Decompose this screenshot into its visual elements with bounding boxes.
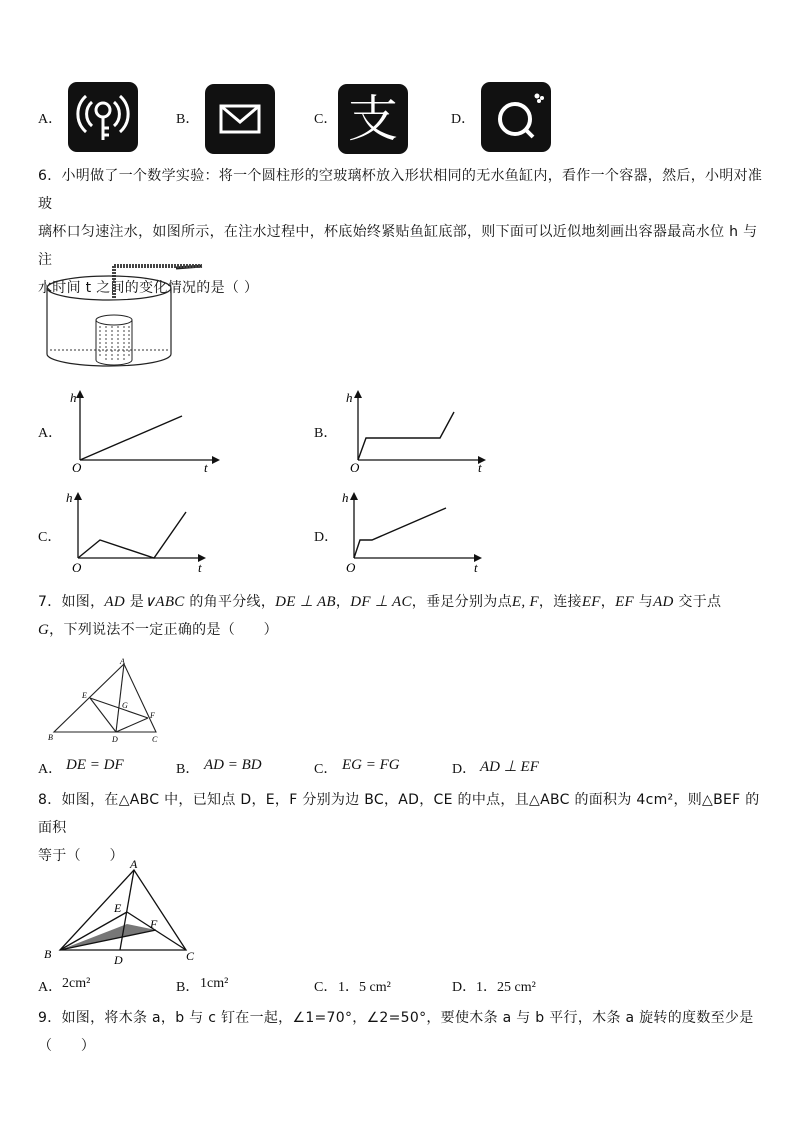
- q7-fig-f: F: [150, 711, 155, 720]
- q6-graph-a-letter: A．: [38, 426, 63, 441]
- q8-fig-e: E: [114, 901, 122, 915]
- q8-fig-c: C: [186, 949, 195, 963]
- q7-opt-b-letter: B．: [176, 762, 200, 777]
- graph-c-ylabel: h: [66, 490, 73, 505]
- graph-d-ylabel: h: [342, 490, 349, 505]
- q8-opt-b-letter: B．: [176, 980, 200, 995]
- q7-t1: 是: [125, 594, 145, 610]
- q6-graph-b: [340, 388, 500, 476]
- wifi-key-icon: [68, 82, 138, 152]
- q-search-icon: [481, 82, 551, 152]
- graph-a-ylabel: h: [70, 390, 77, 405]
- q7-text: [38, 588, 768, 644]
- q7-df: DF ⊥ AC: [350, 594, 412, 610]
- q7-t9: ，下列说法不一定正确的是（ ）: [49, 622, 278, 638]
- q6-line-1: 6．小明做了一个数学实验：将一个圆柱形的空玻璃杯放入形状相同的无水鱼缸内，看作一个容器，然后，小明对准玻: [38, 168, 763, 212]
- q7-abc: ∨ABC: [144, 594, 185, 610]
- q8-opt-a-text: 2cm²: [62, 976, 91, 991]
- q7-line-1: [38, 588, 768, 616]
- q7-fig-b: B: [48, 733, 53, 742]
- q6-line-3: 水时间 t 之间的变化情况的是（ ）: [38, 280, 259, 296]
- graph-d-origin: O: [346, 560, 356, 575]
- graph-a-origin: O: [72, 460, 82, 475]
- q7-fig-a: A: [120, 657, 125, 666]
- graph-b-origin: O: [350, 460, 360, 475]
- alipay-glyph: 支: [348, 90, 398, 148]
- q6-graph-c: [62, 488, 222, 578]
- q7-opt-b-text: AD = BD: [204, 757, 262, 773]
- q7-t4: ，垂足分别为点: [411, 594, 512, 610]
- q7-de: DE ⊥ AB: [275, 594, 336, 610]
- q7-t3: ，: [335, 594, 351, 610]
- q8-options: [38, 976, 738, 998]
- q7-ef1: E, F: [511, 594, 539, 610]
- q7-fig-c: C: [152, 735, 158, 744]
- q8-opt-d-letter: D．: [452, 980, 477, 995]
- q8-fig-f: F: [150, 917, 158, 931]
- q8-opt-b-text: 1cm²: [200, 976, 229, 991]
- q7-t7: 与: [634, 594, 654, 610]
- q9-text: [38, 1004, 768, 1060]
- q7-number: 7．如图，: [38, 594, 105, 610]
- q5-option-c-letter: C．: [314, 112, 338, 127]
- q7-line-2: [38, 616, 768, 644]
- fish-tank-figure: [44, 258, 204, 370]
- q5-option-d-letter: D．: [451, 112, 476, 127]
- q8-line-2: 等于（ ）: [38, 848, 124, 864]
- alipay-zhi-icon: [338, 84, 408, 154]
- q7-g: G: [38, 622, 50, 638]
- mail-envelope-icon: [205, 84, 275, 154]
- q7-ad: AD: [104, 594, 126, 610]
- q6-graph-d: [338, 488, 498, 578]
- q6-graph-b-letter: B．: [314, 426, 338, 441]
- q8-opt-d-text: 1．25 cm²: [476, 980, 536, 995]
- q7-opt-c-letter: C．: [314, 762, 338, 777]
- q6-graph-c-letter: C．: [38, 530, 62, 545]
- q8-fig-a: A: [130, 857, 138, 871]
- graph-d-xlabel: t: [474, 560, 478, 575]
- q7-fig-g: G: [122, 701, 128, 710]
- q6-graph-a: [64, 388, 224, 476]
- q7-opt-d-text: AD ⊥ EF: [480, 759, 539, 775]
- q8-opt-c-text: 1．5 cm²: [338, 980, 391, 995]
- q6-graph-d-letter: D．: [314, 530, 339, 545]
- q8-triangle-figure: [40, 856, 210, 968]
- q6-line-2: 璃杯口匀速注水，如图所示，在注水过程中，杯底始终紧贴鱼缸底部，则下面可以近似地刻画出容器最高水位 h 与注: [38, 224, 758, 268]
- q8-line-1: 8．如图，在△ABC 中，已知点 D，E，F 分别为边 BC，AD，CE 的中点，且△ABC 的面积为 4cm²，则△BEF 的面积: [38, 792, 760, 836]
- q8-fig-d: D: [114, 953, 123, 967]
- graph-c-xlabel: t: [198, 560, 202, 575]
- q5-option-b-letter: B．: [176, 112, 200, 127]
- q7-opt-d-letter: D．: [452, 762, 477, 777]
- q8-opt-a-letter: A．: [38, 980, 63, 995]
- q7-ef2: EF: [581, 594, 601, 610]
- q9-line-1: 9．如图，将木条 a，b 与 c 钉在一起，∠1=70°，∠2=50°，要使木条 a 与 b 平行，木条 a 旋转的度数至少是（ ）: [38, 1010, 754, 1054]
- graph-c-origin: O: [72, 560, 82, 575]
- q7-t5: ，连接: [538, 594, 582, 610]
- q7-fig-d: D: [112, 735, 118, 744]
- q7-opt-c-text: EG = FG: [342, 757, 400, 773]
- graph-a-xlabel: t: [204, 460, 208, 475]
- q7-fig-e: E: [82, 691, 87, 700]
- q8-opt-c-letter: C．: [314, 980, 338, 995]
- q7-t2: 的角平分线，: [184, 594, 276, 610]
- graph-b-xlabel: t: [478, 460, 482, 475]
- q7-opt-a-letter: A．: [38, 762, 63, 777]
- q7-opt-a-text: DE = DF: [66, 757, 124, 773]
- q7-options: [38, 758, 738, 780]
- q8-fig-b: B: [44, 947, 52, 961]
- q7-ad2: AD: [653, 594, 674, 610]
- q7-triangle-figure: [44, 654, 174, 746]
- q5-option-a-letter: A．: [38, 112, 63, 127]
- graph-b-ylabel: h: [346, 390, 353, 405]
- q7-t6: ，: [600, 594, 616, 610]
- q7-t8: 交于点: [673, 594, 722, 610]
- q7-ef3: EF: [615, 594, 634, 610]
